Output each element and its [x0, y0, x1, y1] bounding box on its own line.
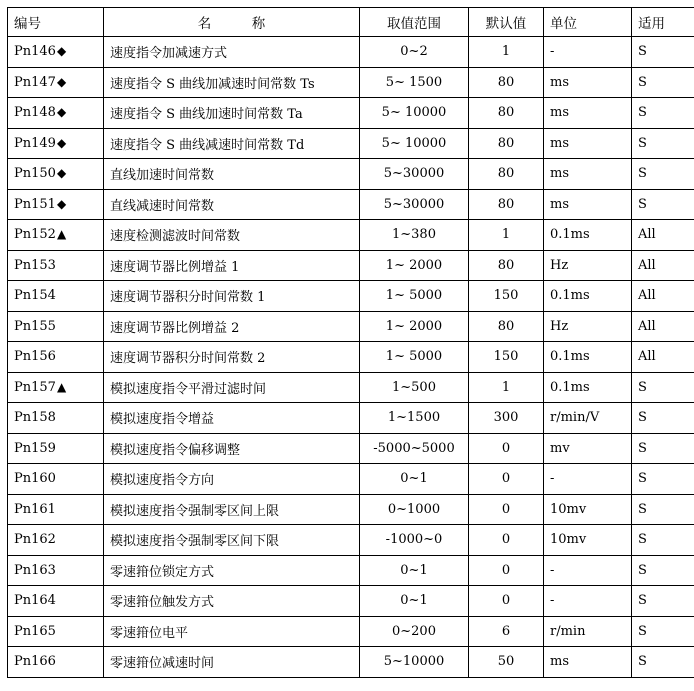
param-unit: Hz — [550, 318, 569, 334]
param-applies: S — [638, 471, 647, 487]
param-code: Pn153 — [14, 257, 56, 273]
param-range-cell — [360, 128, 469, 159]
param-name: 模拟速度指令方向 — [110, 473, 215, 489]
param-name-cell — [104, 98, 360, 129]
param-unit-cell — [544, 189, 632, 220]
param-name-cell — [104, 311, 360, 342]
param-default-cell — [469, 189, 544, 220]
param-default: 1 — [501, 227, 511, 243]
param-code-cell — [8, 403, 104, 434]
param-unit-cell — [544, 464, 632, 495]
param-applies: S — [638, 410, 647, 426]
param-default: 80 — [497, 318, 515, 334]
param-name: 速度指令 S 曲线减速时间常数 Td — [110, 137, 305, 153]
param-unit-cell — [544, 403, 632, 434]
param-unit: 10mv — [550, 532, 587, 548]
param-name-cell — [104, 525, 360, 556]
param-applies-cell — [632, 250, 694, 281]
table-row — [8, 555, 694, 586]
param-default-cell — [469, 525, 544, 556]
param-default-cell — [469, 586, 544, 617]
param-name-cell — [104, 342, 360, 373]
param-applies: S — [638, 501, 647, 517]
table-row — [8, 128, 694, 159]
param-code: Pn165 — [14, 623, 56, 639]
param-default-cell — [469, 647, 544, 678]
param-default-cell — [469, 67, 544, 98]
table-header-row — [8, 8, 694, 37]
param-default: 0 — [501, 562, 511, 578]
param-range: 0~1 — [400, 593, 428, 609]
param-name-cell — [104, 372, 360, 403]
param-default-cell — [469, 128, 544, 159]
param-applies-cell — [632, 494, 694, 525]
header-applies: 适用 — [632, 8, 694, 37]
param-code-cell — [8, 67, 104, 98]
param-applies: S — [638, 379, 647, 395]
param-unit-cell — [544, 311, 632, 342]
param-unit: 0.1ms — [550, 227, 590, 243]
param-unit: ms — [550, 74, 569, 90]
param-code: Pn166 — [14, 654, 56, 670]
param-name: 速度调节器积分时间常数 2 — [110, 351, 266, 367]
param-applies-cell — [632, 67, 694, 98]
param-name-cell — [104, 494, 360, 525]
param-default: 80 — [497, 196, 515, 212]
param-unit: ms — [550, 166, 569, 182]
param-name: 零速箝位电平 — [110, 625, 189, 641]
param-code: Pn164 — [14, 593, 56, 609]
param-default: 80 — [497, 257, 515, 273]
param-applies: S — [638, 44, 647, 60]
param-range-cell — [360, 67, 469, 98]
param-default-cell — [469, 403, 544, 434]
param-default-cell — [469, 464, 544, 495]
param-name-cell — [104, 128, 360, 159]
param-applies: S — [638, 623, 647, 639]
param-name-cell — [104, 67, 360, 98]
param-code-cell — [8, 159, 104, 190]
param-default: 6 — [501, 623, 511, 639]
param-name-cell — [104, 250, 360, 281]
param-range: 1~380 — [392, 227, 436, 243]
param-name: 零速箝位锁定方式 — [110, 564, 215, 580]
param-unit-cell — [544, 98, 632, 129]
table-row — [8, 372, 694, 403]
param-unit-cell — [544, 281, 632, 312]
param-applies: S — [638, 105, 647, 121]
param-code-cell — [8, 189, 104, 220]
param-name: 零速箝位触发方式 — [110, 595, 215, 611]
param-unit: r/min — [550, 623, 586, 639]
param-default: 80 — [497, 135, 515, 151]
param-unit: - — [550, 562, 555, 578]
param-default-cell — [469, 494, 544, 525]
param-range: 0~1 — [400, 562, 428, 578]
param-range-cell — [360, 586, 469, 617]
param-code: Pn161 — [14, 501, 56, 517]
param-applies-cell — [632, 525, 694, 556]
param-default-cell — [469, 433, 544, 464]
param-range-cell — [360, 98, 469, 129]
param-range: 1~500 — [392, 379, 436, 395]
param-applies-cell — [632, 37, 694, 68]
table-row — [8, 586, 694, 617]
param-unit: ms — [550, 105, 569, 121]
table-row — [8, 647, 694, 678]
param-range: 1~1500 — [387, 410, 441, 426]
param-code-cell — [8, 494, 104, 525]
param-marker: ◆ — [56, 105, 67, 120]
param-unit-cell — [544, 220, 632, 251]
param-unit-cell — [544, 555, 632, 586]
param-name-cell — [104, 159, 360, 190]
param-default: 0 — [501, 440, 511, 456]
param-range-cell — [360, 250, 469, 281]
param-default-cell — [469, 342, 544, 373]
param-unit: - — [550, 593, 555, 609]
param-code: Pn159 — [14, 440, 56, 456]
param-range-cell — [360, 433, 469, 464]
param-unit-cell — [544, 342, 632, 373]
param-range-cell — [360, 555, 469, 586]
param-name: 速度调节器比例增益 1 — [110, 259, 240, 275]
param-unit-cell — [544, 128, 632, 159]
param-default-cell — [469, 616, 544, 647]
param-code: Pn146 — [14, 44, 56, 60]
param-code-cell — [8, 555, 104, 586]
param-unit: Hz — [550, 257, 569, 273]
table-row — [8, 525, 694, 556]
param-applies: All — [638, 227, 656, 243]
table-body — [8, 37, 694, 678]
param-name: 速度指令加减速方式 — [110, 46, 228, 62]
param-applies: S — [638, 196, 647, 212]
table-row — [8, 342, 694, 373]
param-default-cell — [469, 37, 544, 68]
param-range-cell — [360, 494, 469, 525]
param-unit: ms — [550, 196, 569, 212]
param-default-cell — [469, 372, 544, 403]
param-code-cell — [8, 372, 104, 403]
param-range: 5~ 1500 — [385, 74, 443, 90]
param-applies: All — [638, 257, 656, 273]
param-marker: ◆ — [56, 135, 67, 150]
param-applies: S — [638, 532, 647, 548]
param-range-cell — [360, 281, 469, 312]
param-code: Pn152 — [14, 227, 56, 243]
param-range-cell — [360, 464, 469, 495]
param-unit: - — [550, 471, 555, 487]
param-unit: 0.1ms — [550, 288, 590, 304]
param-default: 80 — [497, 105, 515, 121]
param-default-cell — [469, 98, 544, 129]
param-code: Pn149 — [14, 135, 56, 151]
param-code: Pn155 — [14, 318, 56, 334]
param-applies-cell — [632, 647, 694, 678]
param-marker: ◆ — [56, 44, 67, 59]
param-range-cell — [360, 525, 469, 556]
param-unit: ms — [550, 654, 569, 670]
param-name-cell — [104, 433, 360, 464]
param-default: 80 — [497, 166, 515, 182]
param-default: 300 — [493, 410, 519, 426]
param-applies: S — [638, 654, 647, 670]
param-applies-cell — [632, 433, 694, 464]
table-row — [8, 616, 694, 647]
param-name-cell — [104, 281, 360, 312]
param-range-cell — [360, 37, 469, 68]
param-marker: ◆ — [56, 196, 67, 211]
param-applies-cell — [632, 616, 694, 647]
param-range: -1000~0 — [385, 532, 443, 548]
param-applies-cell — [632, 189, 694, 220]
param-range: 1~ 2000 — [385, 257, 443, 273]
param-unit-cell — [544, 586, 632, 617]
header-name: 名 称 — [104, 8, 360, 37]
param-unit-cell — [544, 433, 632, 464]
param-default: 1 — [501, 44, 511, 60]
param-unit-cell — [544, 67, 632, 98]
param-code-cell — [8, 616, 104, 647]
param-applies: All — [638, 349, 656, 365]
param-applies-cell — [632, 98, 694, 129]
param-code-cell — [8, 342, 104, 373]
param-code-cell — [8, 250, 104, 281]
param-applies-cell — [632, 342, 694, 373]
param-name: 速度调节器比例增益 2 — [110, 320, 240, 336]
param-default-cell — [469, 250, 544, 281]
param-code: Pn162 — [14, 532, 56, 548]
table-row — [8, 433, 694, 464]
header-default: 默认值 — [469, 8, 544, 37]
table-row — [8, 250, 694, 281]
table-row — [8, 37, 694, 68]
parameter-table — [7, 7, 694, 678]
header-code: 编号 — [8, 8, 104, 37]
param-code: Pn154 — [14, 288, 56, 304]
param-unit: 10mv — [550, 501, 587, 517]
param-applies: S — [638, 74, 647, 90]
param-unit-cell — [544, 616, 632, 647]
param-code-cell — [8, 128, 104, 159]
param-unit: - — [550, 44, 555, 60]
param-default: 0 — [501, 471, 511, 487]
param-unit-cell — [544, 37, 632, 68]
param-code-cell — [8, 464, 104, 495]
param-unit-cell — [544, 159, 632, 190]
param-name-cell — [104, 555, 360, 586]
param-applies-cell — [632, 281, 694, 312]
param-default: 0 — [501, 593, 511, 609]
param-code: Pn148 — [14, 105, 56, 121]
param-name-cell — [104, 220, 360, 251]
param-default-cell — [469, 159, 544, 190]
param-range-cell — [360, 189, 469, 220]
param-range-cell — [360, 372, 469, 403]
param-range: 1~ 2000 — [385, 318, 443, 334]
param-name: 直线加速时间常数 — [110, 168, 215, 184]
param-default-cell — [469, 555, 544, 586]
param-default: 150 — [493, 349, 519, 365]
param-name: 速度指令 S 曲线加速时间常数 Ta — [110, 107, 303, 123]
param-range: 0~1 — [400, 471, 428, 487]
param-name: 模拟速度指令偏移调整 — [110, 442, 241, 458]
param-default: 50 — [497, 654, 515, 670]
param-applies: S — [638, 135, 647, 151]
param-unit-cell — [544, 525, 632, 556]
param-code-cell — [8, 433, 104, 464]
param-range: 0~1000 — [387, 501, 441, 517]
header-unit: 单位 — [544, 8, 632, 37]
param-range-cell — [360, 311, 469, 342]
param-default-cell — [469, 220, 544, 251]
param-name-cell — [104, 464, 360, 495]
header-range: 取值范围 — [360, 8, 469, 37]
param-range: 5~30000 — [383, 166, 445, 182]
param-applies-cell — [632, 128, 694, 159]
param-default: 0 — [501, 501, 511, 517]
param-unit-cell — [544, 250, 632, 281]
param-range-cell — [360, 403, 469, 434]
param-name: 速度检测滤波时间常数 — [110, 229, 241, 245]
param-range: 1~ 5000 — [385, 288, 443, 304]
table-row — [8, 403, 694, 434]
param-applies: S — [638, 440, 647, 456]
param-applies: S — [638, 166, 647, 182]
table-row — [8, 311, 694, 342]
param-code-cell — [8, 281, 104, 312]
param-applies-cell — [632, 311, 694, 342]
param-applies: All — [638, 288, 656, 304]
param-name: 速度指令 S 曲线加减速时间常数 Ts — [110, 76, 315, 92]
param-name: 直线减速时间常数 — [110, 198, 215, 214]
param-applies: All — [638, 318, 656, 334]
param-applies-cell — [632, 403, 694, 434]
param-default-cell — [469, 311, 544, 342]
param-name: 模拟速度指令强制零区间上限 — [110, 503, 280, 519]
param-unit: ms — [550, 135, 569, 151]
table-row — [8, 494, 694, 525]
param-unit: 0.1ms — [550, 349, 590, 365]
param-name: 模拟速度指令增益 — [110, 412, 215, 428]
param-range: 5~30000 — [383, 196, 445, 212]
param-marker: ◆ — [56, 74, 67, 89]
table-row — [8, 67, 694, 98]
param-range: 0~200 — [392, 623, 436, 639]
param-code: Pn150 — [14, 166, 56, 182]
param-range: 1~ 5000 — [385, 349, 443, 365]
param-range-cell — [360, 647, 469, 678]
param-unit-cell — [544, 647, 632, 678]
param-range-cell — [360, 342, 469, 373]
param-range: 5~ 10000 — [381, 105, 447, 121]
table-row — [8, 281, 694, 312]
param-range: 5~10000 — [383, 654, 445, 670]
param-name-cell — [104, 403, 360, 434]
param-range: 0~2 — [400, 44, 428, 60]
param-name: 模拟速度指令平滑过滤时间 — [110, 381, 267, 397]
param-code: Pn157 — [14, 379, 56, 395]
param-name: 零速箝位减速时间 — [110, 656, 215, 672]
param-unit-cell — [544, 372, 632, 403]
param-code-cell — [8, 37, 104, 68]
param-range-cell — [360, 220, 469, 251]
table-row — [8, 220, 694, 251]
param-range: 5~ 10000 — [381, 135, 447, 151]
param-applies-cell — [632, 555, 694, 586]
param-range: -5000~5000 — [373, 440, 455, 456]
param-code: Pn147 — [14, 74, 56, 90]
table-row — [8, 159, 694, 190]
param-code: Pn151 — [14, 196, 56, 212]
param-code-cell — [8, 586, 104, 617]
param-applies: S — [638, 593, 647, 609]
param-code-cell — [8, 525, 104, 556]
param-unit: 0.1ms — [550, 379, 590, 395]
param-code-cell — [8, 220, 104, 251]
param-default: 0 — [501, 532, 511, 548]
param-applies-cell — [632, 159, 694, 190]
param-code: Pn158 — [14, 410, 56, 426]
table-row — [8, 98, 694, 129]
param-name-cell — [104, 37, 360, 68]
param-marker: ▲ — [56, 227, 67, 242]
param-applies: S — [638, 562, 647, 578]
param-unit-cell — [544, 494, 632, 525]
param-range-cell — [360, 616, 469, 647]
param-code-cell — [8, 98, 104, 129]
param-default-cell — [469, 281, 544, 312]
param-name-cell — [104, 616, 360, 647]
param-code: Pn160 — [14, 471, 56, 487]
param-range-cell — [360, 159, 469, 190]
param-marker: ▲ — [56, 379, 67, 394]
param-default: 150 — [493, 288, 519, 304]
param-applies-cell — [632, 586, 694, 617]
param-default: 1 — [501, 379, 511, 395]
param-code: Pn156 — [14, 349, 56, 365]
param-default: 80 — [497, 74, 515, 90]
param-code: Pn163 — [14, 562, 56, 578]
param-code-cell — [8, 311, 104, 342]
param-applies-cell — [632, 372, 694, 403]
param-unit: mv — [550, 440, 570, 456]
param-name-cell — [104, 647, 360, 678]
param-applies-cell — [632, 220, 694, 251]
param-name: 速度调节器积分时间常数 1 — [110, 290, 266, 306]
param-code-cell — [8, 647, 104, 678]
param-name-cell — [104, 586, 360, 617]
param-name-cell — [104, 189, 360, 220]
table-row — [8, 464, 694, 495]
param-unit: r/min/V — [550, 410, 600, 426]
param-applies-cell — [632, 464, 694, 495]
param-name: 模拟速度指令强制零区间下限 — [110, 534, 280, 550]
table-row — [8, 189, 694, 220]
param-marker: ◆ — [56, 166, 67, 181]
